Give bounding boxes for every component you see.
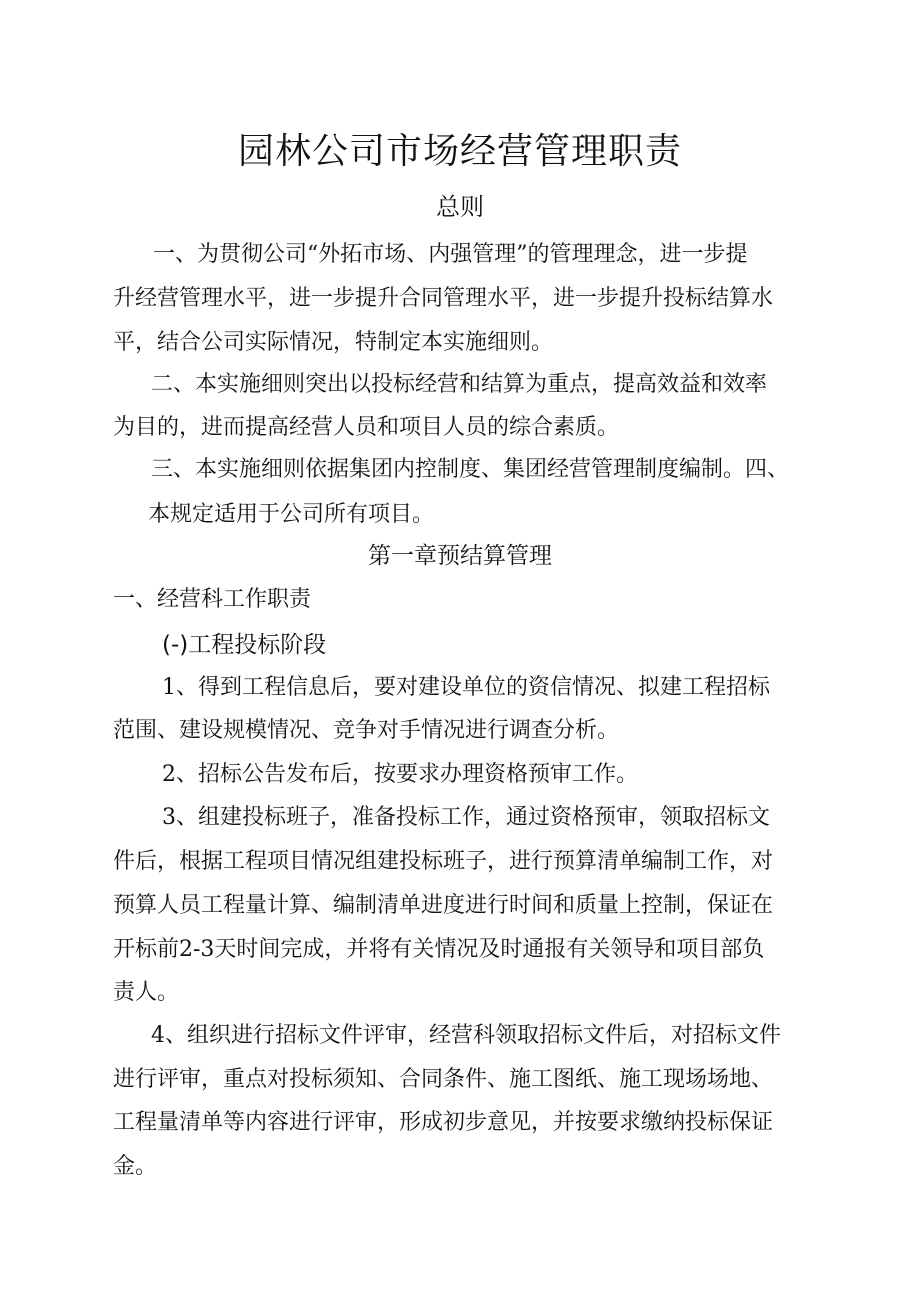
paragraph-line: 范围、建设规模情况、竞争对手情况进行调查分析。 <box>113 718 620 743</box>
paragraph-line: 预算人员工程量计算、编制清单进度进行时间和质量上控制，保证在 <box>113 893 774 918</box>
paragraph-line: 本规定适用于公司所有项目。 <box>148 502 435 527</box>
paragraph-line: 责人。 <box>113 980 180 1005</box>
paragraph-line: 为目的，进而提高经营人员和项目人员的综合素质。 <box>113 415 620 440</box>
section-heading-general: 总则 <box>436 193 484 221</box>
chapter-title: 第一章预结算管理 <box>368 543 552 569</box>
paragraph-line: 开标前2-3天时间完成，并将有关情况及时通报有关领导和项目部负 <box>113 937 765 962</box>
paragraph-line: 工程量清单等内容进行评审，形成初步意见，并按要求缴纳投标保证 <box>113 1110 774 1135</box>
paragraph-line: 三、本实施细则依据集团内控制度、集团经营管理制度编制。四、 <box>151 457 790 482</box>
paragraph-line: 4、组织进行招标文件评审，经营科领取招标文件后，对招标文件 <box>151 1023 781 1048</box>
paragraph-line: 1、得到工程信息后，要对建设单位的资信情况、拟建工程招标 <box>162 675 770 700</box>
item-heading: 一、经营科工作职责 <box>113 587 312 612</box>
paragraph-line: 3、组建投标班子，准备投标工作，通过资格预审，领取招标文 <box>162 805 770 830</box>
paragraph-line: 2、招标公告发布后，按要求办理资格预审工作。 <box>162 762 638 787</box>
paragraph-line: 件后，根据工程项目情况组建投标班子，进行预算清单编制工作，对 <box>113 849 774 874</box>
paragraph-line: 金。 <box>113 1154 158 1179</box>
paragraph-line: 一、为贯彻公司“外拓市场、内强管理”的管理理念，进一步提 <box>153 242 748 267</box>
paragraph-line: 二、本实施细则突出以投标经营和结算为重点，提高效益和效率 <box>151 372 768 397</box>
paragraph-line: 升经营管理水平，进一步提升合同管理水平，进一步提升投标结算水 <box>113 286 774 311</box>
sub-heading: (-)工程投标阶段 <box>162 632 327 658</box>
document-title: 园林公司市场经营管理职责 <box>237 131 682 172</box>
paragraph-line: 平，结合公司实际情况，特制定本实施细则。 <box>113 330 554 355</box>
paragraph-line: 进行评审，重点对投标须知、合同条件、施工图纸、施工现场场地、 <box>113 1067 774 1092</box>
